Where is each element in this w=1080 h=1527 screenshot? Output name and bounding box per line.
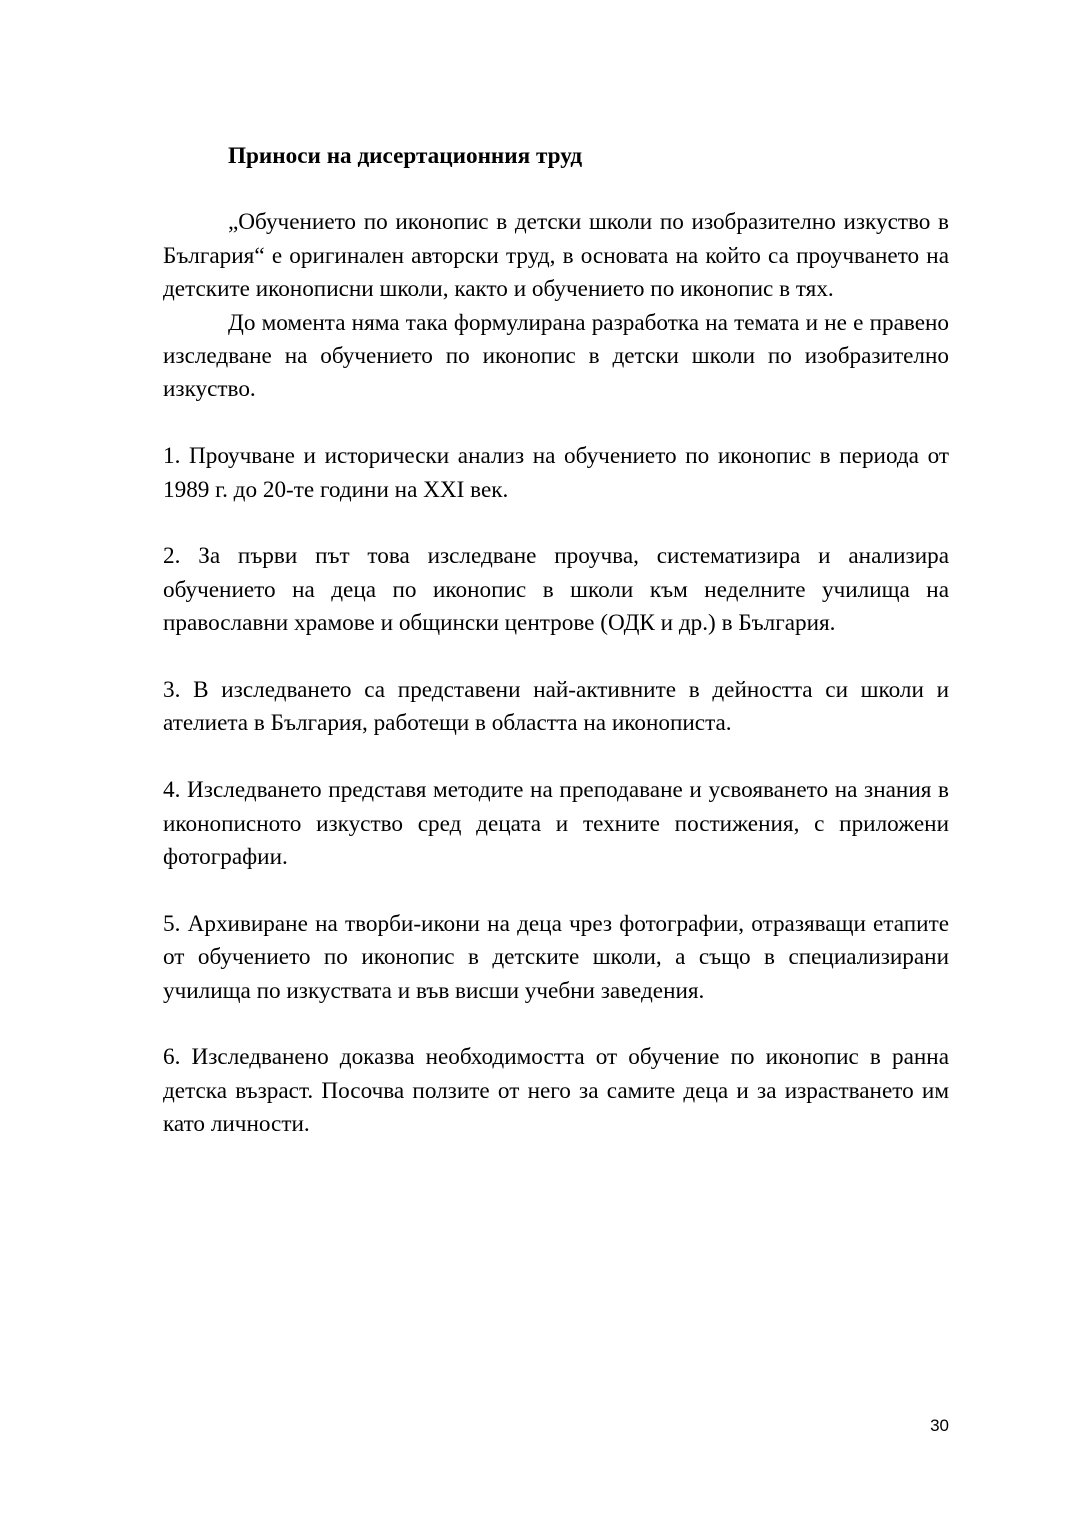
page-content: [163, 140, 949, 1142]
intro-paragraph-2: До момента няма така формулирана разработка на темата и не е правено изследване на обучението по иконопис в детски школи по изобразително изкуство.: [163, 309, 949, 403]
contribution-item-1: 1. Проучване и исторически анализ на обучението по иконопис в периода от 1989 г. до 20-те години на XXI век.: [163, 443, 949, 503]
contribution-item-5: 5. Архивиране на творби-икони на деца чрез фотографии, отразяващи етапите от обучението по иконопис в детските школи, а също в специализирани училища по изкуствата и във висши учебни заведения.: [163, 910, 949, 1004]
page-number: 30: [930, 1416, 949, 1435]
contribution-item-4: 4. Изследването представя методите на преподаване и усвояването на знания в иконописното изкуство сред децата и техните постижения, с приложени фотографии.: [163, 777, 949, 871]
section-heading: Приноси на дисертационния труд: [228, 143, 583, 169]
contribution-item-2: 2. За първи път това изследване проучва, систематизира и анализира обучението на деца по иконопис в школи към неделните училища на православни храмове и общински центрове (ОДК и др.) в България.: [163, 543, 949, 637]
intro-paragraph-1: „Обучението по иконопис в детски школи по изобразително изкуство в България“ е оригинален авторски труд, в основата на който са проучването на детските иконописни школи, както и обучението по иконопис в тях.: [163, 209, 949, 303]
contribution-item-6: 6. Изследванено доказва необходимостта от обучение по иконопис в ранна детска възраст. Посочва ползите от него за самите деца и за израстването им като личности.: [163, 1044, 949, 1138]
contribution-item-3: 3. В изследването са представени най-активните в дейността си школи и ателиета в България, работещи в областта на иконописта.: [163, 677, 949, 737]
